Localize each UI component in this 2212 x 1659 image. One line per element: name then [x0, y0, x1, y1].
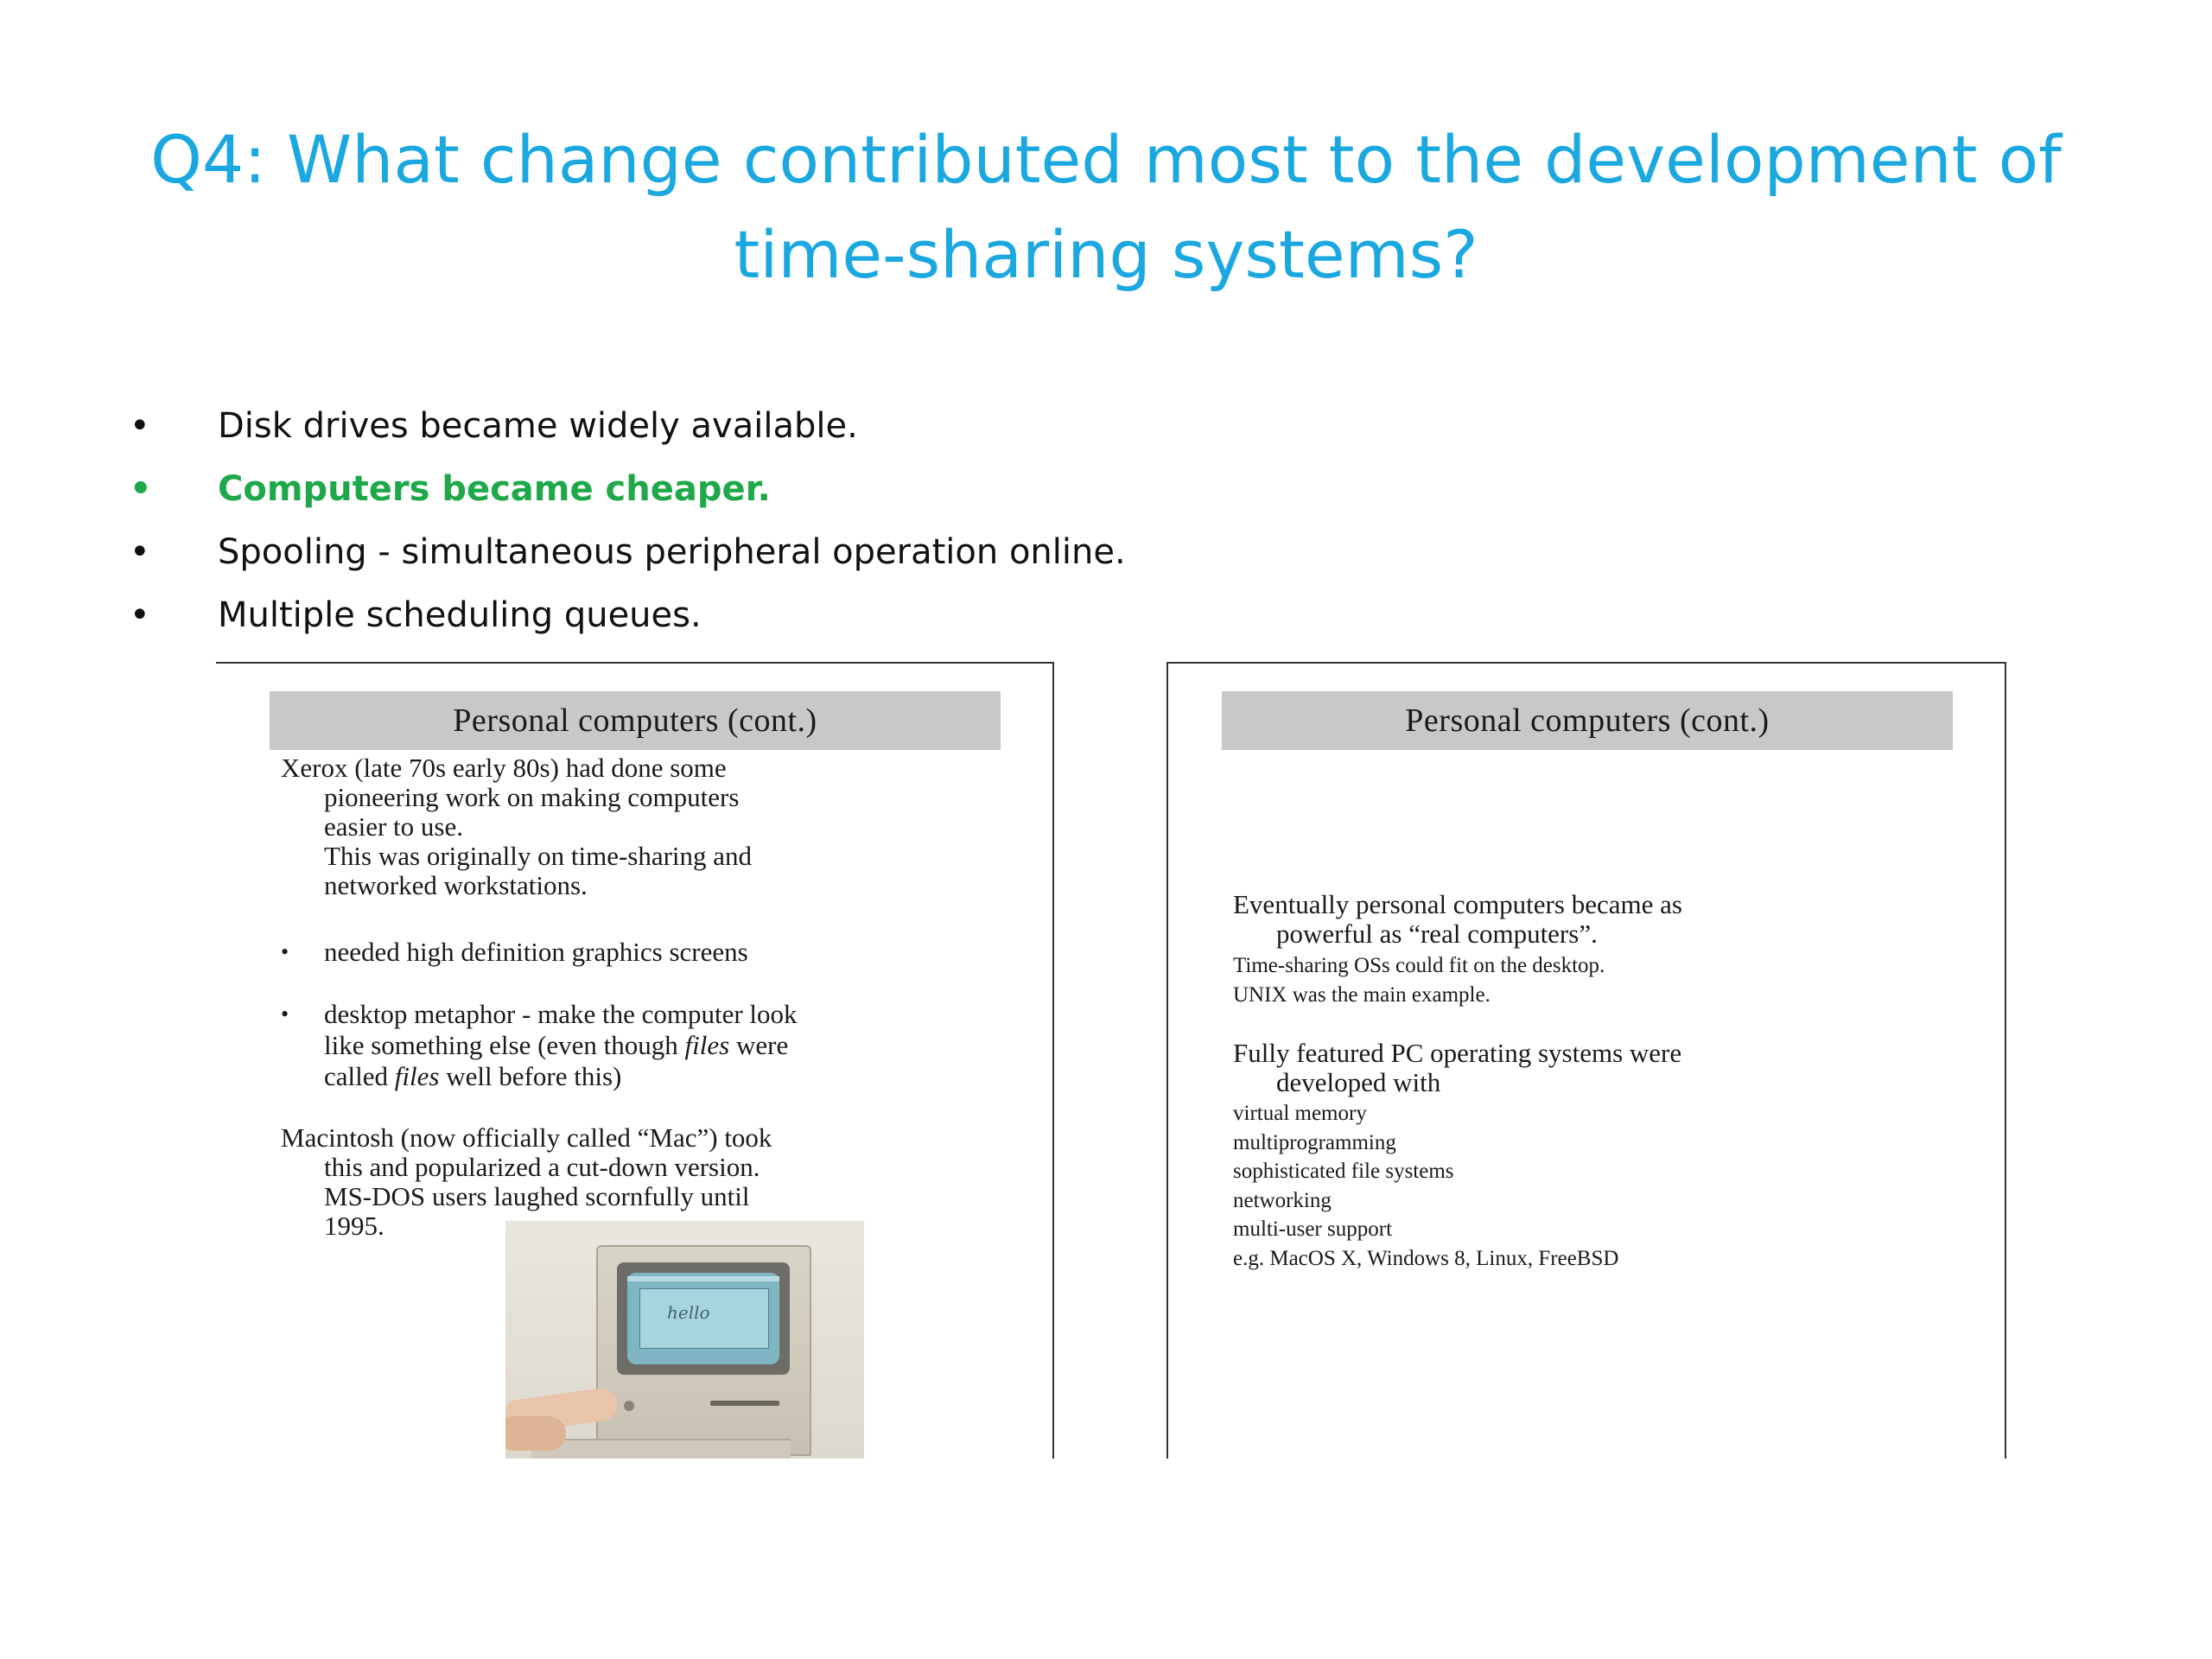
right-slide-eventually-details [1233, 951, 1605, 1009]
screen-menubar [627, 1276, 779, 1281]
text-line [324, 1061, 798, 1092]
text-line: Fully featured PC operating systems were [1233, 1038, 1682, 1068]
text-line: developed with [1276, 1067, 1441, 1097]
left-slide-xerox-paragraph [281, 753, 752, 900]
right-slide-image [1166, 662, 2006, 1459]
text-line: 1995. [324, 1211, 385, 1241]
feature-item: multiprogramming [1233, 1130, 1396, 1154]
feature-item: sophisticated file systems [1233, 1160, 1454, 1183]
text-line: desktop metaphor - make the computer look [324, 999, 798, 1029]
macintosh-screen [627, 1273, 779, 1364]
text-line: Time-sharing OSs could fit on the desktop. [1233, 954, 1605, 977]
answer-option-text: Disk drives became widely available. [218, 406, 858, 446]
macintosh-computer [596, 1245, 811, 1456]
question-title [138, 112, 2074, 302]
bullet-icon: • [130, 469, 152, 509]
text-line: powerful as “real computers”. [1276, 918, 1598, 949]
text-line: needed high definition graphics screens [324, 937, 748, 967]
text-emphasis: files [684, 1030, 730, 1060]
text-line [324, 1030, 798, 1061]
text-line: easier to use. [324, 811, 463, 842]
answer-option-text: Spooling - simultaneous peripheral operation online. [218, 532, 1126, 572]
text-line: Xerox (late 70s early 80s) had done some [281, 753, 727, 783]
feature-item: networking [1233, 1188, 1332, 1212]
left-slide-header: Personal computers (cont.) [270, 691, 1001, 750]
feature-item: e.g. MacOS X, Windows 8, Linux, FreeBSD [1233, 1246, 1619, 1270]
feature-item: virtual memory [1233, 1102, 1367, 1125]
text-segment: called [324, 1061, 395, 1091]
question-title-line-1: Q4: What change contributed most to the development of [150, 121, 2062, 198]
right-slide-header: Personal computers (cont.) [1222, 691, 1953, 750]
text-line: pioneering work on making computers [324, 782, 740, 812]
text-segment: were [729, 1030, 789, 1060]
text-line: This was originally on time-sharing and [324, 841, 753, 871]
text-line: MS-DOS users laughed scornfully until [324, 1181, 750, 1211]
bullet-icon: • [130, 532, 150, 572]
left-slide-image [216, 662, 1054, 1459]
text-line: Macintosh (now officially called “Mac”) took [281, 1122, 772, 1153]
macintosh-photo [505, 1221, 864, 1459]
answer-option-text: Multiple scheduling queues. [218, 595, 702, 635]
bullet-icon: • [281, 939, 289, 964]
text-segment: well before this) [439, 1061, 622, 1091]
text-line: UNIX was the main example. [1233, 982, 1491, 1007]
bullet-icon: • [281, 1001, 289, 1027]
answer-option-text: Computers became cheaper. [218, 469, 771, 509]
text-line: networked workstations. [324, 870, 588, 900]
keyboard [531, 1439, 791, 1459]
text-line: Eventually personal computers became as [1233, 889, 1682, 919]
right-slide-fully-featured-paragraph [1233, 1039, 1681, 1097]
screen-hello-text: hello [667, 1302, 710, 1323]
right-slide-features-list [1233, 1099, 1618, 1273]
text-segment: like something else (even though [324, 1030, 685, 1060]
question-title-line-2: time-sharing systems? [734, 216, 1478, 293]
apple-logo-icon [624, 1401, 634, 1411]
floppy-slot [710, 1401, 779, 1406]
text-line: this and popularized a cut-down version. [324, 1152, 760, 1182]
macintosh-screen-bezel [617, 1262, 790, 1375]
bullet-icon: • [130, 595, 150, 635]
right-slide-eventually-paragraph [1233, 890, 1682, 949]
text-emphasis: files [394, 1061, 440, 1091]
bullet-icon: • [130, 406, 150, 446]
hand [505, 1416, 566, 1451]
feature-item: multi-user support [1233, 1217, 1393, 1241]
